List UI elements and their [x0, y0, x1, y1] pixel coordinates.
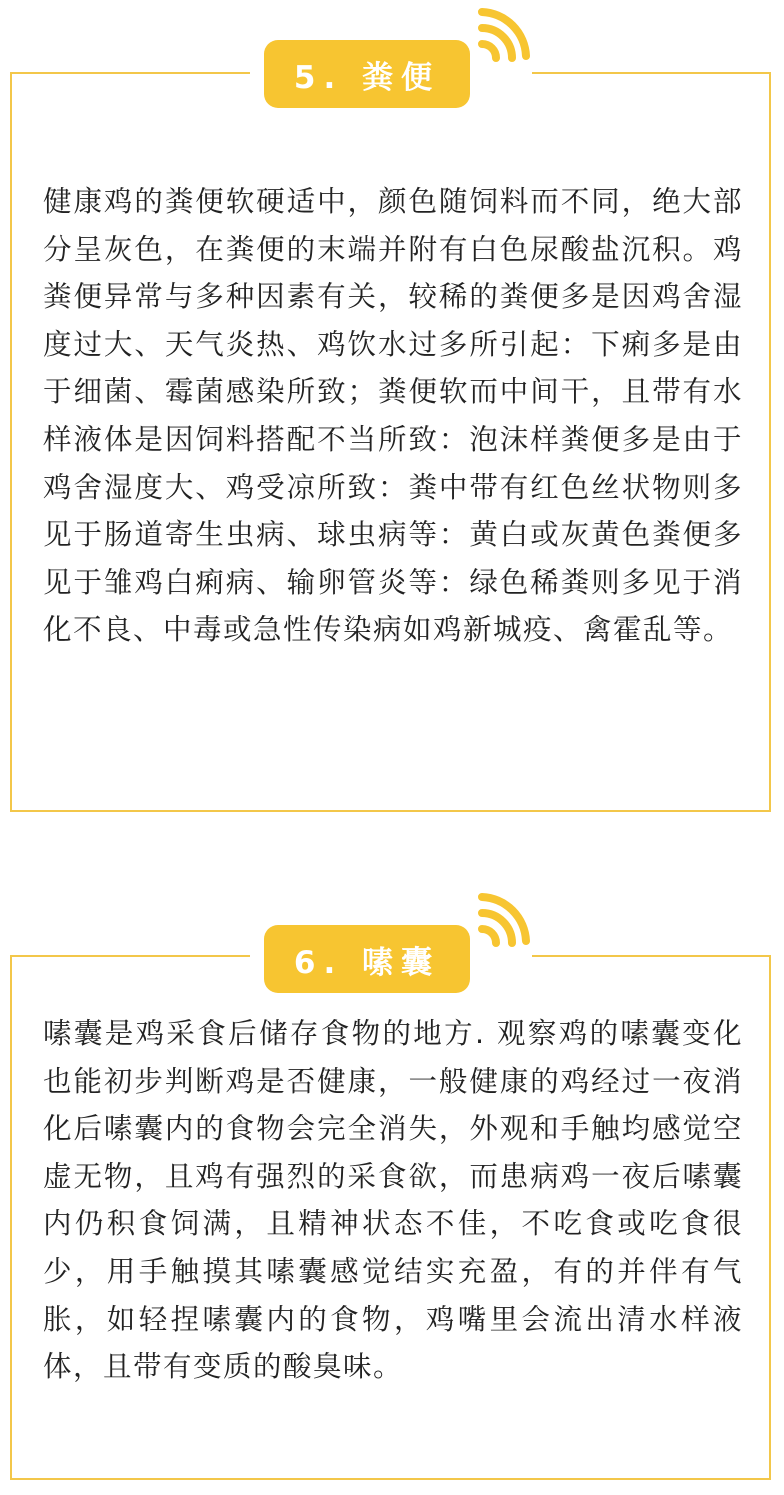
signal-icon [470, 893, 530, 953]
section-title: 5. 粪便 [264, 40, 470, 108]
section-body: 健康鸡的粪便软硬适中，颜色随饲料而不同，绝大部分呈灰色，在粪便的末端并附有白色尿酸盐沉积。鸡粪便异常与多种因素有关，较稀的粪便多是因鸡舍湿度过大、天气炎热、鸡饮水过多所引起：下痢多是由于细菌、霉菌感染所致；粪便软而中间干，且带有水样液体是因饲料搭配不当所致：泡沫样粪便多是由于鸡舍湿度大、鸡受凉所致：粪中带有红色丝状物则多见于肠道寄生虫病、球虫病等：黄白或灰黄色粪便多见于雏鸡白痢病、输卵管炎等：绿色稀粪则多见于消化不良、中毒或急性传染病如鸡新城疫、禽霍乱等。 [43, 185, 743, 647]
section-body: 嗉囊是鸡采食后储存食物的地方. 观察鸡的嗉囊变化也能初步判断鸡是否健康，一般健康的鸡经过一夜消化后嗉囊内的食物会完全消失，外观和手触均感觉空虚无物，且鸡有强烈的采食欲，而患病鸡一夜后嗉囊内仍积食饲满，且精神状态不佳，不吃食或吃食很少，用手触摸其嗉囊感觉结实充盈，有的并伴有气胀，如轻捏嗉囊内的食物，鸡嘴里会流出清水样液体，且带有变质的酸臭味。 [43, 1017, 743, 1384]
signal-icon [470, 8, 530, 68]
section-title: 6. 嗉囊 [264, 925, 470, 993]
